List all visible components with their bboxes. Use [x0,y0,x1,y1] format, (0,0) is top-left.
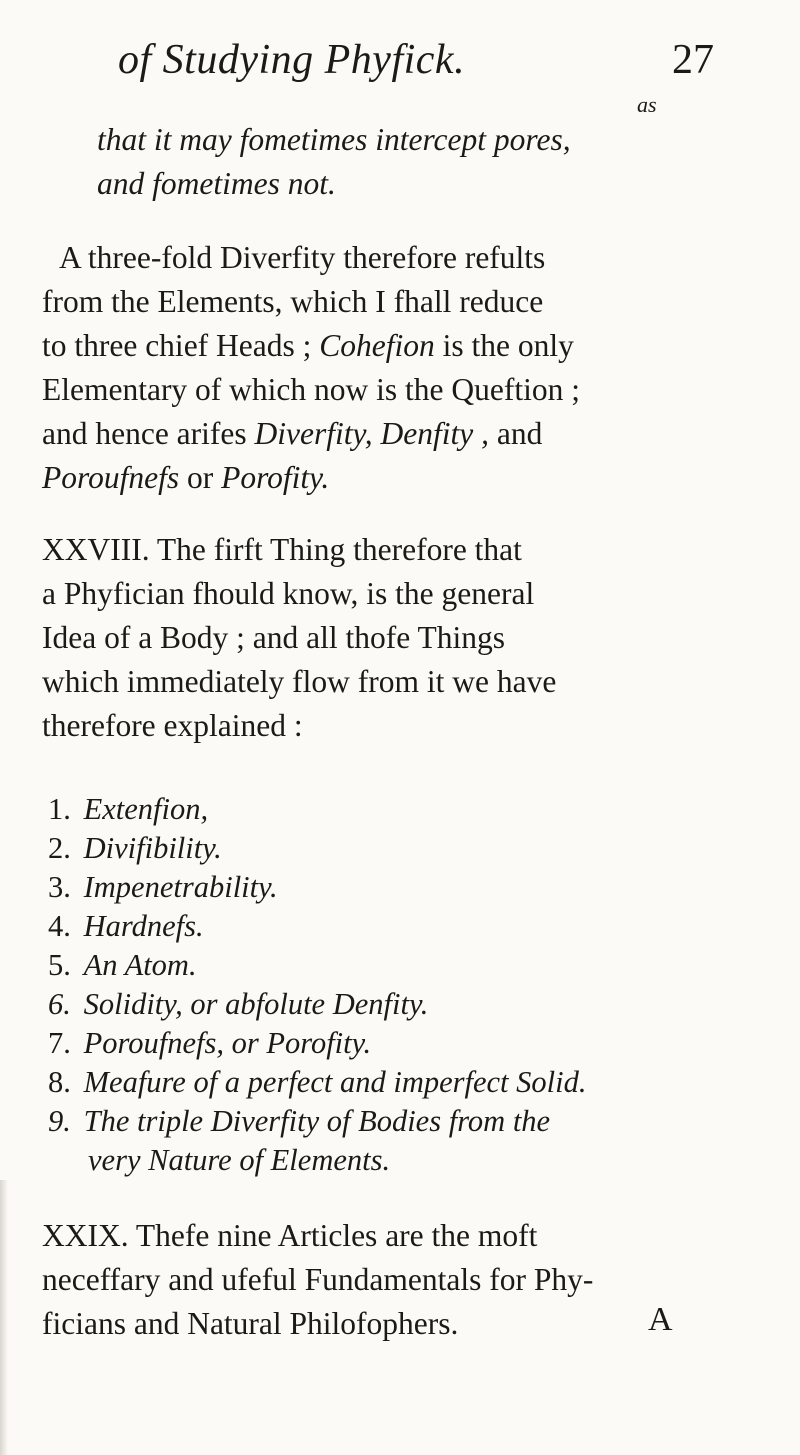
paragraph-2 [42,528,710,748]
text-line: from the Elements, which I fhall reduce [42,284,544,319]
list-number: 8. [48,1065,71,1099]
catchword-top: as [637,92,657,117]
list-label: Extenfion, [83,792,209,826]
list-label: The triple Diverfity of Bodies from the [83,1104,551,1138]
text-line: Elementary of which now is the Queftion ; [42,372,580,407]
list-number: 7. [48,1026,71,1060]
term-cohefion: Cohefion [319,328,435,363]
list-item [48,985,710,1024]
list-label: Solidity, or abfolute Denfity. [83,987,429,1021]
text-line: neceffary and ufeful Fundamentals for Phy- [42,1262,594,1297]
list-label: Hardnefs. [83,909,204,943]
list-label: Meafure of a perfect and imperfect Solid. [83,1065,587,1099]
list-number: 3. [48,870,71,904]
text-line: Idea of a Body ; and all thofe Things [42,620,506,655]
list-number: 1. [48,792,71,826]
text-segment: or [186,460,214,495]
text-line: a Phyfician fhould know, is the general [42,576,535,611]
list-number: 4. [48,909,71,943]
catchword-bottom: A [648,1301,673,1338]
text-line: and fometimes not. [97,166,336,201]
text-line [42,324,710,368]
list-item [48,790,710,829]
list-number: 2. [48,831,71,865]
text-line [42,456,710,500]
text-line: which immediately flow from it we have [42,664,557,699]
term-porofity: Porofity. [221,460,330,495]
list-label: Poroufnefs, or Porofity. [83,1026,372,1060]
list-number: 6. [48,987,71,1021]
text-line: XXIX. Thefe nine Articles are the moft [42,1218,538,1253]
list-label: Divifibility. [83,831,222,865]
text-segment: to three chief Heads ; [42,328,312,363]
binding-shadow [0,1180,8,1455]
paragraph-3 [42,1214,710,1346]
body-text [42,118,710,1346]
paragraph-1 [42,236,710,500]
list-item [48,829,710,868]
list-item [48,1024,710,1063]
articles-list [42,790,710,1180]
list-item [48,946,710,985]
term-porousness: Poroufnefs [42,460,180,495]
list-label: An Atom. [83,948,197,982]
text-line: ficians and Natural Philofophers. [42,1306,459,1341]
running-head-title: of Studying Phyfick. [118,37,466,83]
text-line: that it may fometimes intercept pores, [97,122,571,157]
list-number: 5. [48,948,71,982]
text-segment: is the only [442,328,574,363]
text-segment: and hence arifes [42,416,247,451]
list-item [48,868,710,907]
text-line [42,412,710,456]
text-line: XXVIII. The firft Thing therefore that [42,532,522,567]
text-line: A three-fold Diverfity therefore refults [59,240,546,275]
list-label: Impenetrability. [83,870,278,904]
term-diverfity: Diverfity, [254,416,373,451]
list-continuation: very Nature of Elements. [88,1143,391,1177]
page-number: 27 [672,37,714,83]
list-item [48,907,710,946]
text-segment: and [496,416,543,451]
paragraph-intro [42,118,710,206]
list-item [48,1102,710,1141]
list-number: 9. [48,1104,71,1138]
list-item [48,1063,710,1102]
term-denfity: Denfity , [380,416,489,451]
text-line: therefore explained : [42,708,303,743]
